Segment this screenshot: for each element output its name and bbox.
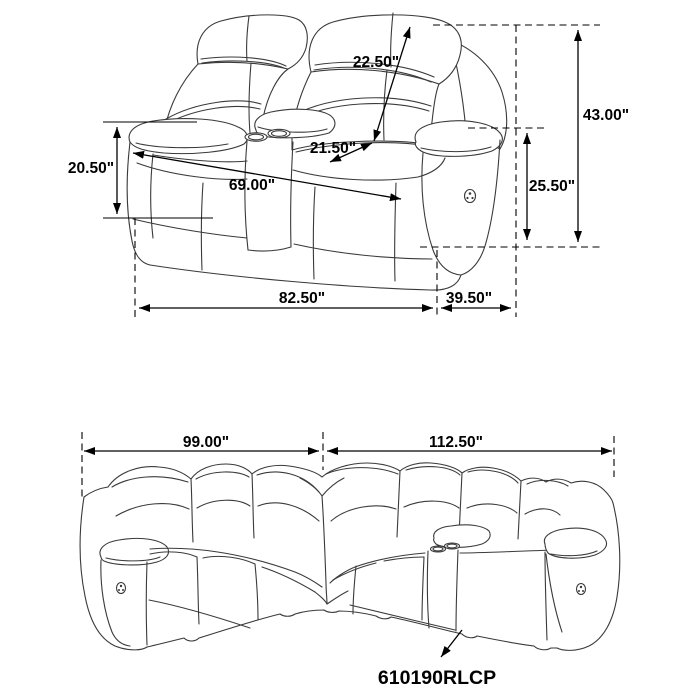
sectional-base-rail xyxy=(147,610,557,650)
seam-line xyxy=(461,140,500,275)
dim-label-back-diagonal: 22.50" xyxy=(352,54,400,71)
model-leader-arrow xyxy=(441,630,462,657)
sectional-line-art xyxy=(80,463,620,651)
dim-label-left-side-width: 99.00" xyxy=(182,434,230,451)
dim-label-right-side-width: 112.50" xyxy=(429,434,483,451)
model-number-label: 610190RLCP xyxy=(377,667,497,689)
sectional-right-power-button-icon xyxy=(577,584,586,595)
seam-line xyxy=(101,560,130,646)
dim-label-overall-width: 82.50" xyxy=(278,290,326,307)
dim-label-arm-height: 20.50" xyxy=(67,160,115,177)
dim-label-interior-width: 69.00" xyxy=(228,177,276,194)
loveseat-seat-cushions xyxy=(133,143,445,281)
loveseat-right-armrest xyxy=(415,121,502,157)
seam-line xyxy=(151,154,153,238)
seam-line xyxy=(422,153,461,275)
sectional-right-arm-pad xyxy=(544,528,606,558)
sectional-seat-cushions xyxy=(149,548,556,640)
loveseat-left-headrest xyxy=(197,15,307,69)
sectional-cup-holders xyxy=(431,543,460,552)
dim-label-overall-depth: 39.50" xyxy=(445,290,493,307)
dim-label-overall-height: 43.00" xyxy=(582,107,630,124)
sectional-console-lid xyxy=(434,525,491,548)
loveseat-console-front xyxy=(245,141,293,251)
seam-line xyxy=(146,562,147,645)
loveseat-left-armrest xyxy=(129,119,247,154)
sectional-left-armrest xyxy=(80,497,147,650)
dim-label-seat-diagonal: 21.50" xyxy=(309,140,357,157)
sectional-left-power-button-icon xyxy=(117,583,126,594)
seam-line xyxy=(84,487,108,497)
loveseat-power-button-icon xyxy=(465,190,476,203)
seam-line xyxy=(546,554,562,632)
sectional-right-armrest xyxy=(557,503,620,650)
loveseat-base-rail xyxy=(150,265,461,290)
dim-label-back-height: 25.50" xyxy=(528,178,576,195)
loveseat-console-lid xyxy=(255,109,335,138)
sectional-console-front xyxy=(427,550,458,631)
seam-line xyxy=(127,142,150,265)
